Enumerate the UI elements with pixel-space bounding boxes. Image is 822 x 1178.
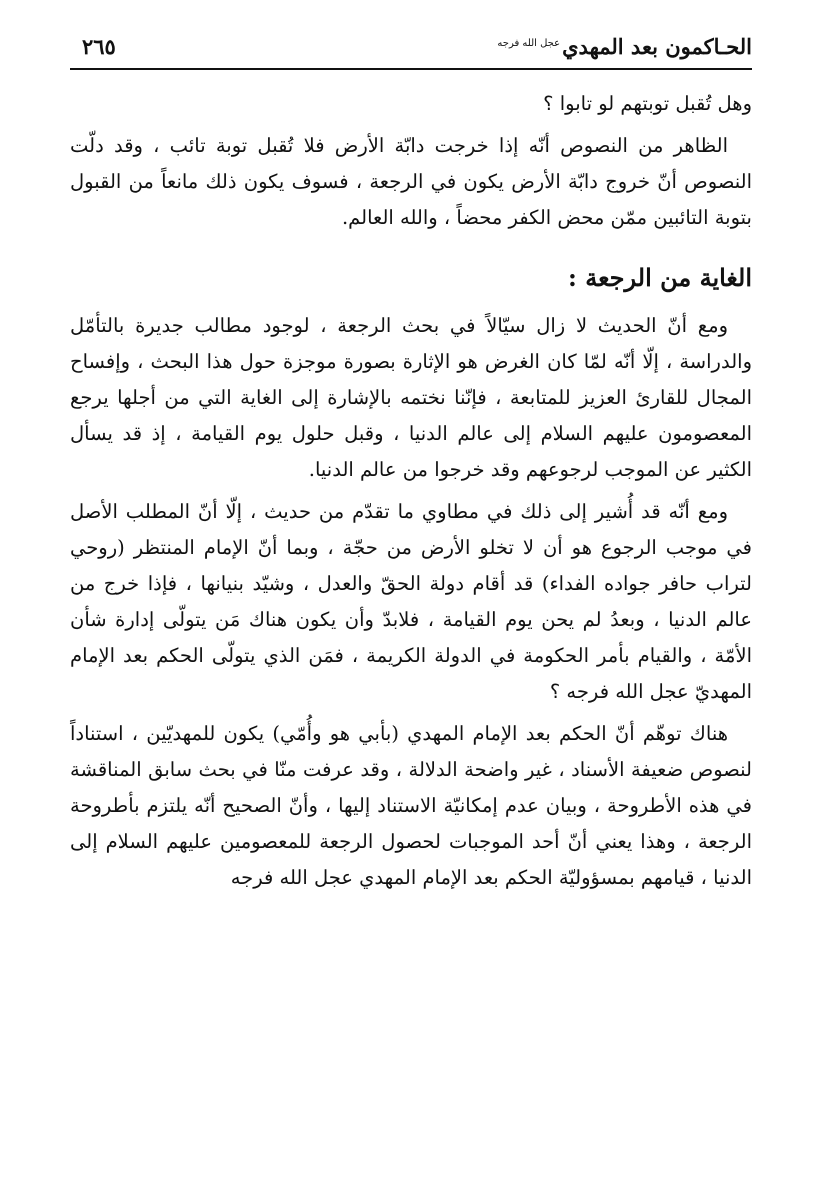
section-heading: الغاية من الرجعة : bbox=[568, 263, 752, 292]
page-body bbox=[70, 86, 752, 896]
running-header bbox=[70, 30, 752, 70]
running-title-text: الحـاكمون بعد المهدي bbox=[562, 34, 752, 59]
honorific-mark: عجل الله فرجه bbox=[497, 38, 561, 49]
body-paragraph: هناك توهّم أنّ الحكم بعد الإمام المهدي (بأبي هو وأُمّي) يكون للمهديّين ، استناداً لنصوص ضعيفة الأسناد ، غير واضحة الدلالة ، وقد عرفت منّا في بحث سابق المناقشة في هذه الأطروحة ، وبيان عدم إمكانيّة الاستناد إليها ، وأنّ الصحيح أنّه يلتزم بأطروحة الرجعة ، وهذا يعني أنّ أحد الموجبات لحصول الرجعة للمعصومين عليهم السلام إلى الدنيا ، قيامهم بمسؤوليّة الحكم بعد الإمام المهدي عجل الله فرجه bbox=[70, 722, 752, 889]
body-paragraph: ومع أنّه قد أُشير إلى ذلك في مطاوي ما تقدّم من حديث ، إلّا أنّ المطلب الأصل في موجب الرجوع هو أن لا تخلو الأرض من حجّة ، وبما أنّ الإمام المنتظر (روحي لتراب حافر جواده الفداء) قد أقام دولة الحقّ والعدل ، وشيّد بنيانها ، فإذا خرج من عالم الدنيا ، وبعدُ لم يحن يوم القيامة ، فلابدّ وأن يكون هناك مَن يتولّى إدارة شأن الأمّة ، والقيام بأمر الحكومة في الدولة الكريمة ، فمَن الذي يتولّى الحكم بعد الإمام المهديّ عجل الله فرجه ؟ bbox=[70, 500, 752, 703]
page-number: ٢٦٥ bbox=[82, 34, 116, 59]
book-page bbox=[70, 30, 752, 1160]
answer-paragraph: الظاهر من النصوص أنّه إذا خرجت دابّة الأرض فلا تُقبل توبة تائب ، وقد دلّت النصوص أنّ خروج دابّة الأرض يكون في الرجعة ، فسوف يكون ذلك مانعاً من القبول بتوبة التائبين ممّن محض الكفر محضاً ، والله العالم. bbox=[70, 134, 752, 229]
question-paragraph: وهل تُقبل توبتهم لو تابوا ؟ bbox=[543, 92, 752, 115]
running-title bbox=[495, 34, 752, 59]
body-paragraph: ومع أنّ الحديث لا زال سيّالاً في بحث الرجعة ، لوجود مطالب جديرة بالتأمّل والدراسة ، إلّا أنّه لمّا كان الغرض هو الإثارة بصورة موجزة حول هذا البحث ، وإفساح المجال للقارئ العزيز للمتابعة ، فإنّنا نختمه بالإشارة إلى الغاية التي من أجلها يرجع المعصومون عليهم السلام إلى عالم الدنيا ، وقبل حلول يوم القيامة ، إذ قد يسأل الكثير عن الموجب لرجوعهم وقد خرجوا من عالم الدنيا. bbox=[70, 314, 752, 481]
